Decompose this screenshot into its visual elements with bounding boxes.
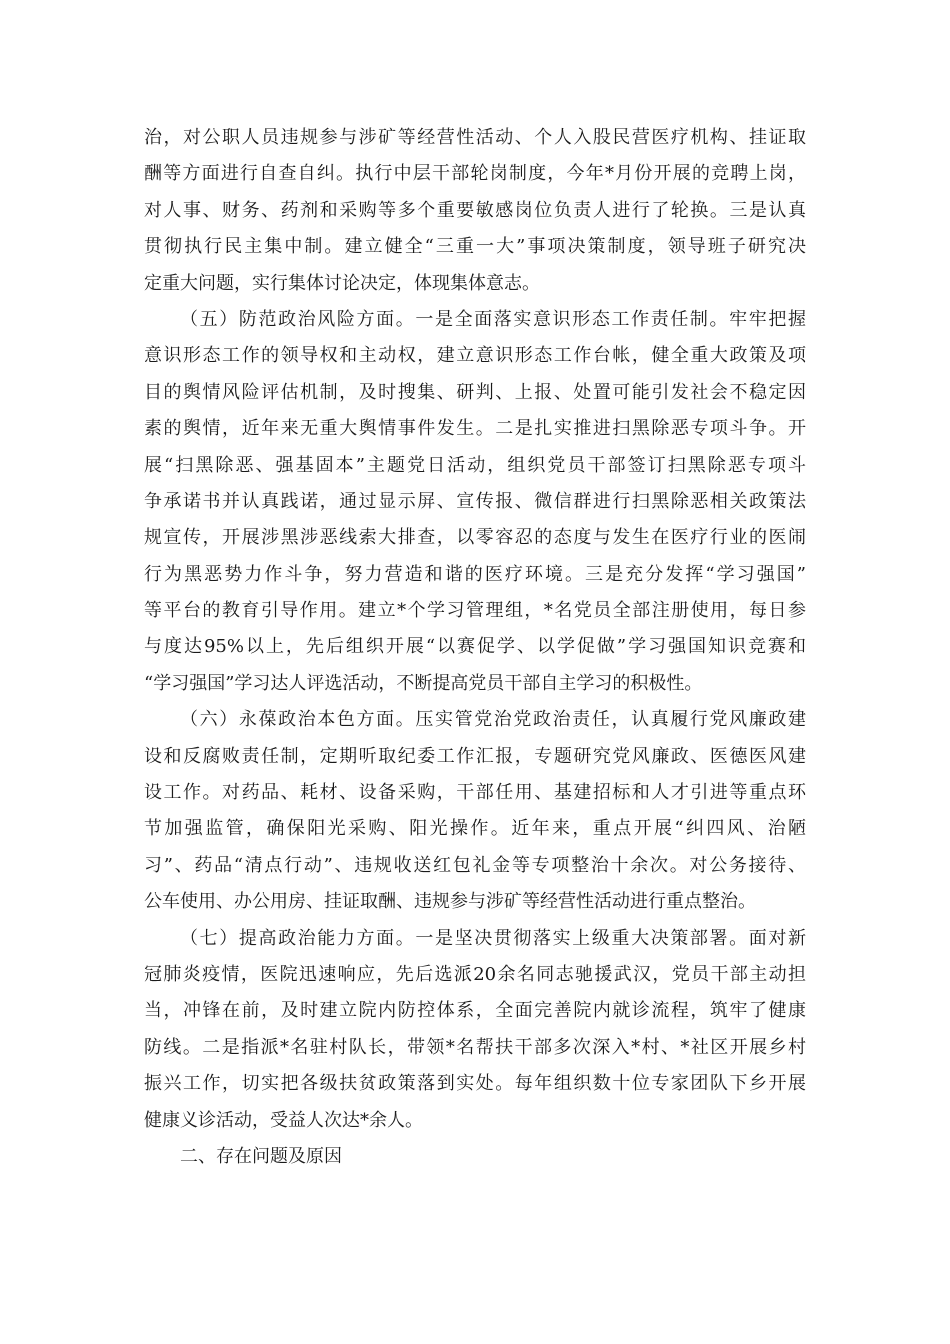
text-line: 习”、药品“清点行动”、违规收送红包礼金等专项整治十余次。对公务接待、 [144, 854, 806, 876]
text-line: 争承诺书并认真践诺，通过显示屏、宣传报、微信群进行扫黑除恶相关政策法 [144, 490, 806, 512]
text-line: 公车使用、办公用房、挂证取酬、违规参与涉矿等经营性活动进行重点整治。 [144, 891, 756, 913]
text-line: 对人事、财务、药剂和采购等多个重要敏感岗位负责人进行了轮换。三是认真 [144, 199, 806, 221]
document-body [144, 120, 806, 1175]
text-line: 治，对公职人员违规参与涉矿等经营性活动、个人入股民营医疗机构、挂证取 [144, 127, 806, 148]
text-line: 当，冲锋在前，及时建立院内防控体系，全面完善院内就诊流程，筑牢了健康 [144, 1000, 806, 1022]
text-line: “学习强国”学习达人评选活动，不断提高党员干部自主学习的积极性。 [144, 672, 703, 694]
paragraph-start-seven: （七）提高政治能力方面。一是坚决贯彻落实上级重大决策部署。面对新 [180, 927, 806, 949]
text-line: 振兴工作，切实把各级扶贫政策落到实处。每年组织数十位专家团队下乡开展 [144, 1073, 806, 1095]
text-line: 与度达95%以上，先后组织开展“以赛促学、以学促做”学习强国知识竞赛和 [144, 636, 806, 658]
text-line: 规宣传，开展涉黑涉恶线索大排查，以零容忍的态度与发生在医疗行业的医闹 [144, 527, 806, 549]
paragraph-start-five: （五）防范政治风险方面。一是全面落实意识形态工作责任制。牢牢把握 [180, 308, 806, 330]
text-line: 行为黑恶势力作斗争，努力营造和谐的医疗环境。三是充分发挥“学习强国” [144, 563, 806, 585]
text-line: 节加强监管，确保阳光采购、阳光操作。近年来，重点开展“纠四风、治陋 [144, 818, 806, 840]
section-heading: 二、存在问题及原因 [180, 1145, 342, 1167]
text-line: 酬等方面进行自查自纠。执行中层干部轮岗制度，今年*月份开展的竞聘上岗， [144, 163, 806, 185]
text-line: 素的舆情，近年来无重大舆情事件发生。二是扎实推进扫黑除恶专项斗争。开 [144, 418, 806, 440]
text-line: 设和反腐败责任制，定期听取纪委工作汇报，专题研究党风廉政、医德医风建 [144, 745, 806, 767]
paragraph-start-six: （六）永葆政治本色方面。压实管党治党政治责任，认真履行党风廉政建 [180, 709, 806, 731]
text-line: 设工作。对药品、耗材、设备采购，干部任用、基建招标和人才引进等重点环 [144, 782, 806, 804]
text-line: 冠肺炎疫情，医院迅速响应，先后选派20余名同志驰援武汉，党员干部主动担 [144, 963, 806, 985]
text-line: 意识形态工作的领导权和主动权，建立意识形态工作台帐，健全重大政策及项 [144, 345, 806, 367]
text-line: 等平台的教育引导作用。建立*个学习管理组，*名党员全部注册使用，每日参 [144, 600, 806, 622]
text-line: 健康义诊活动，受益人次达*余人。 [144, 1109, 423, 1131]
text-line: 防线。二是指派*名驻村队长，带领*名帮扶干部多次深入*村、*社区开展乡村 [144, 1036, 806, 1058]
text-line: 展“扫黑除恶、强基固本”主题党日活动，组织党员干部签订扫黑除恶专项斗 [144, 454, 806, 476]
text-line: 目的舆情风险评估机制，及时搜集、研判、上报、处置可能引发社会不稳定因 [144, 381, 806, 403]
text-line: 定重大问题，实行集体讨论决定，体现集体意志。 [144, 272, 540, 294]
text-line: 贯彻执行民主集中制。建立健全“三重一大”事项决策制度，领导班子研究决 [144, 236, 806, 258]
